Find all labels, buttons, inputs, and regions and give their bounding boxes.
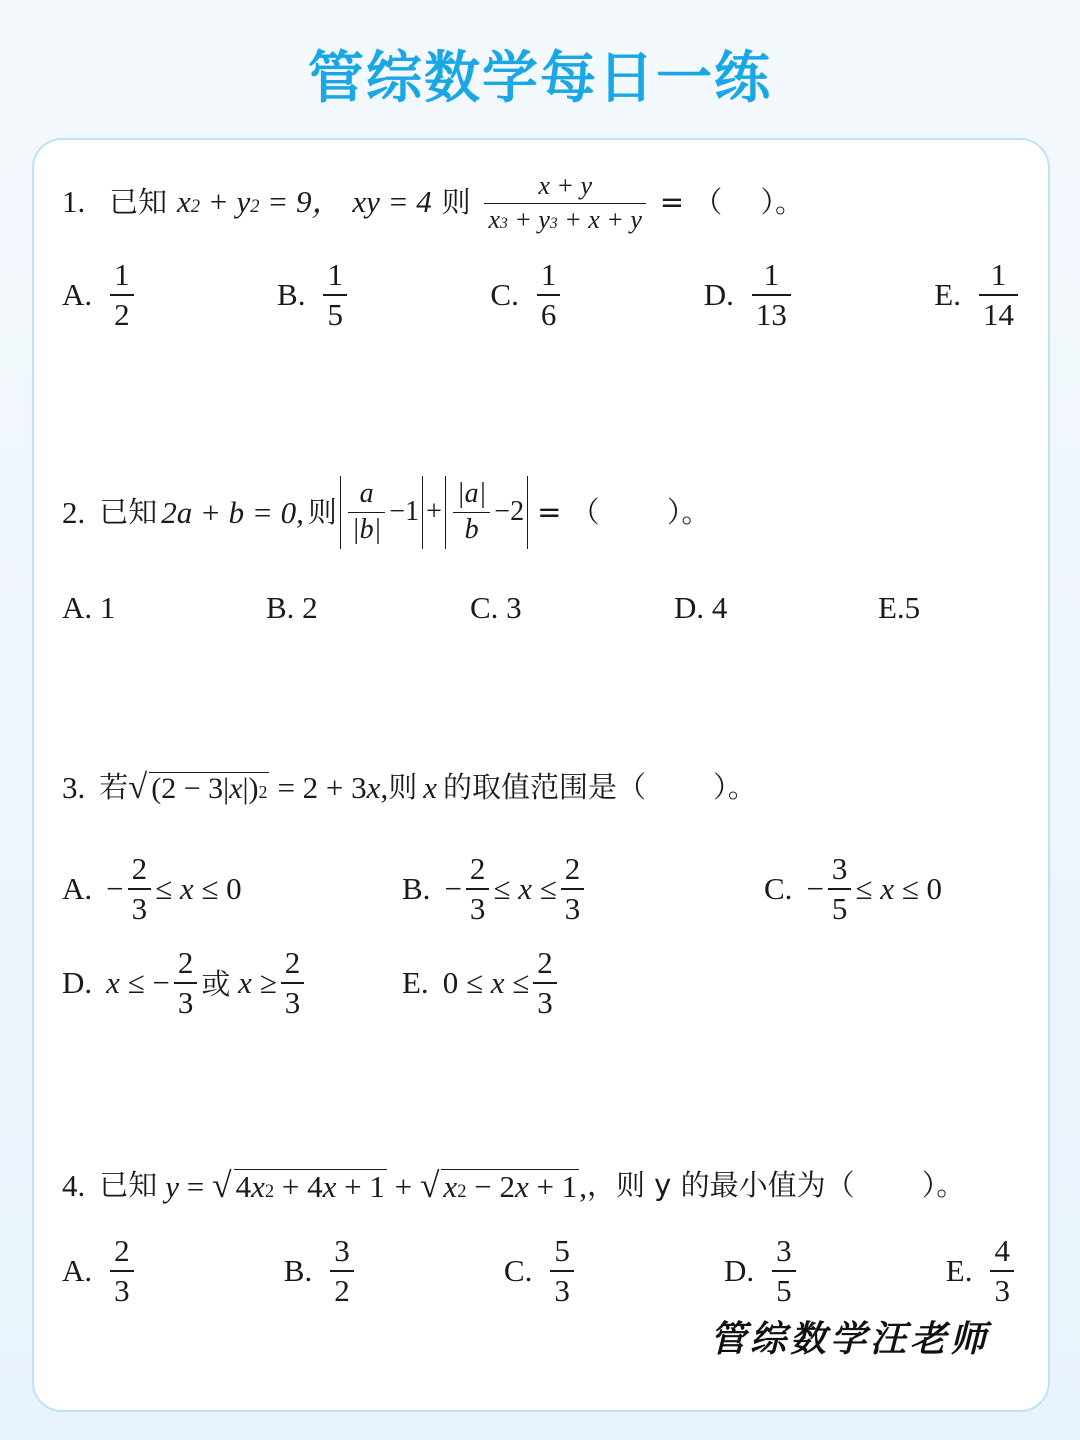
fraction-numerator: x + y (538, 171, 592, 200)
option-e[interactable]: E. $\frac{4}{3}$ (946, 1234, 1018, 1308)
question-1-condition: $x^2 + y^2 = 9$， (176, 183, 343, 219)
question-number: 2. (62, 494, 86, 530)
question-2-condition: 2a + b = 0, (161, 494, 304, 530)
option-d[interactable]: D. $\frac{1}{13}$ (704, 258, 795, 332)
question-known-label: 已知 (99, 1168, 158, 1203)
question-3-radical: √ $(2 - 3|x|)^2$ (128, 768, 268, 806)
question-then-label: 则 (388, 769, 418, 804)
question-4-options (62, 1234, 1018, 1308)
question-1-options (62, 258, 1022, 332)
option-e[interactable]: E.5 (878, 590, 921, 625)
option-c[interactable]: C. 3 (470, 590, 522, 625)
option-b[interactable]: B. 2 (266, 590, 318, 625)
question-known-label: 已知 (99, 494, 158, 529)
question-3-rhs: = 2 + 3x, (277, 769, 389, 805)
option-d[interactable]: D. x ≤ − $\frac{2}{3}$ 或 x ≥ $\frac{2}{3}$ (62, 946, 308, 1020)
question-1-stem (62, 172, 804, 235)
question-number: 3. (62, 769, 86, 805)
question-then-label: 则 (307, 494, 337, 529)
option-c[interactable]: C. − $\frac{3}{5}$ ≤ x ≤ 0 (764, 851, 942, 926)
question-then-label: 则 (441, 184, 471, 219)
question-answer-blank: 的取值范围是（ ）。 (442, 769, 757, 804)
option-b[interactable]: B. $\frac{3}{2}$ (284, 1234, 358, 1308)
question-number: 4. (62, 1168, 86, 1204)
option-e[interactable]: E. 0 ≤ x ≤ $\frac{2}{3}$ (402, 946, 561, 1020)
question-variable: x (423, 769, 437, 805)
question-answer-blank: = （ ）。 (537, 494, 711, 529)
option-c[interactable]: C. $\frac{1}{6}$ (490, 258, 564, 332)
option-d[interactable]: D. 4 (674, 590, 728, 625)
option-d[interactable]: D. $\frac{3}{5}$ (724, 1234, 800, 1308)
option-a[interactable]: A. − $\frac{2}{3}$ ≤ x ≤ 0 (62, 851, 242, 926)
option-b[interactable]: B. $\frac{1}{5}$ (277, 258, 351, 332)
exercise-card (32, 138, 1050, 1412)
question-3-stem (62, 770, 757, 805)
question-answer-blank: = （ ）。 (659, 184, 804, 219)
option-a[interactable]: A. 1 (62, 590, 116, 625)
option-a[interactable]: A. $\frac{1}{2}$ (62, 258, 138, 332)
question-4-stem (62, 1165, 966, 1205)
author-signature: 管综数学汪老师 (709, 1318, 990, 1360)
question-answer-blank: ，则 y 的最小值为（ ）。 (586, 1168, 966, 1203)
question-if-label: 若 (99, 769, 129, 804)
question-1-fraction (484, 172, 645, 235)
question-4-function: y = √ $4x^2 + 4x + 1$ + √ $x^2 - 2x + 1$, (165, 1165, 587, 1205)
option-b[interactable]: B. − $\frac{2}{3}$ ≤ x ≤ $\frac{2}{3}$ (402, 852, 588, 926)
question-known-label: 已知 (109, 184, 168, 219)
fraction-denominator: $x^3 + y^3 + x + y$ (488, 205, 642, 235)
page-title: 管综数学每日一练 (308, 46, 772, 111)
question-1-condition-2: xy = 4 (352, 183, 432, 219)
question-number: 1. (62, 183, 86, 219)
option-a[interactable]: A. $\frac{2}{3}$ (62, 1234, 138, 1308)
option-e[interactable]: E. $\frac{1}{14}$ (934, 258, 1022, 332)
option-c[interactable]: C. $\frac{5}{3}$ (504, 1234, 578, 1308)
question-2-expression: $\frac{a}{|b|}$ −1 + $\frac{|a|}{b}$ −2 (337, 476, 531, 549)
question-2-stem (62, 476, 710, 549)
